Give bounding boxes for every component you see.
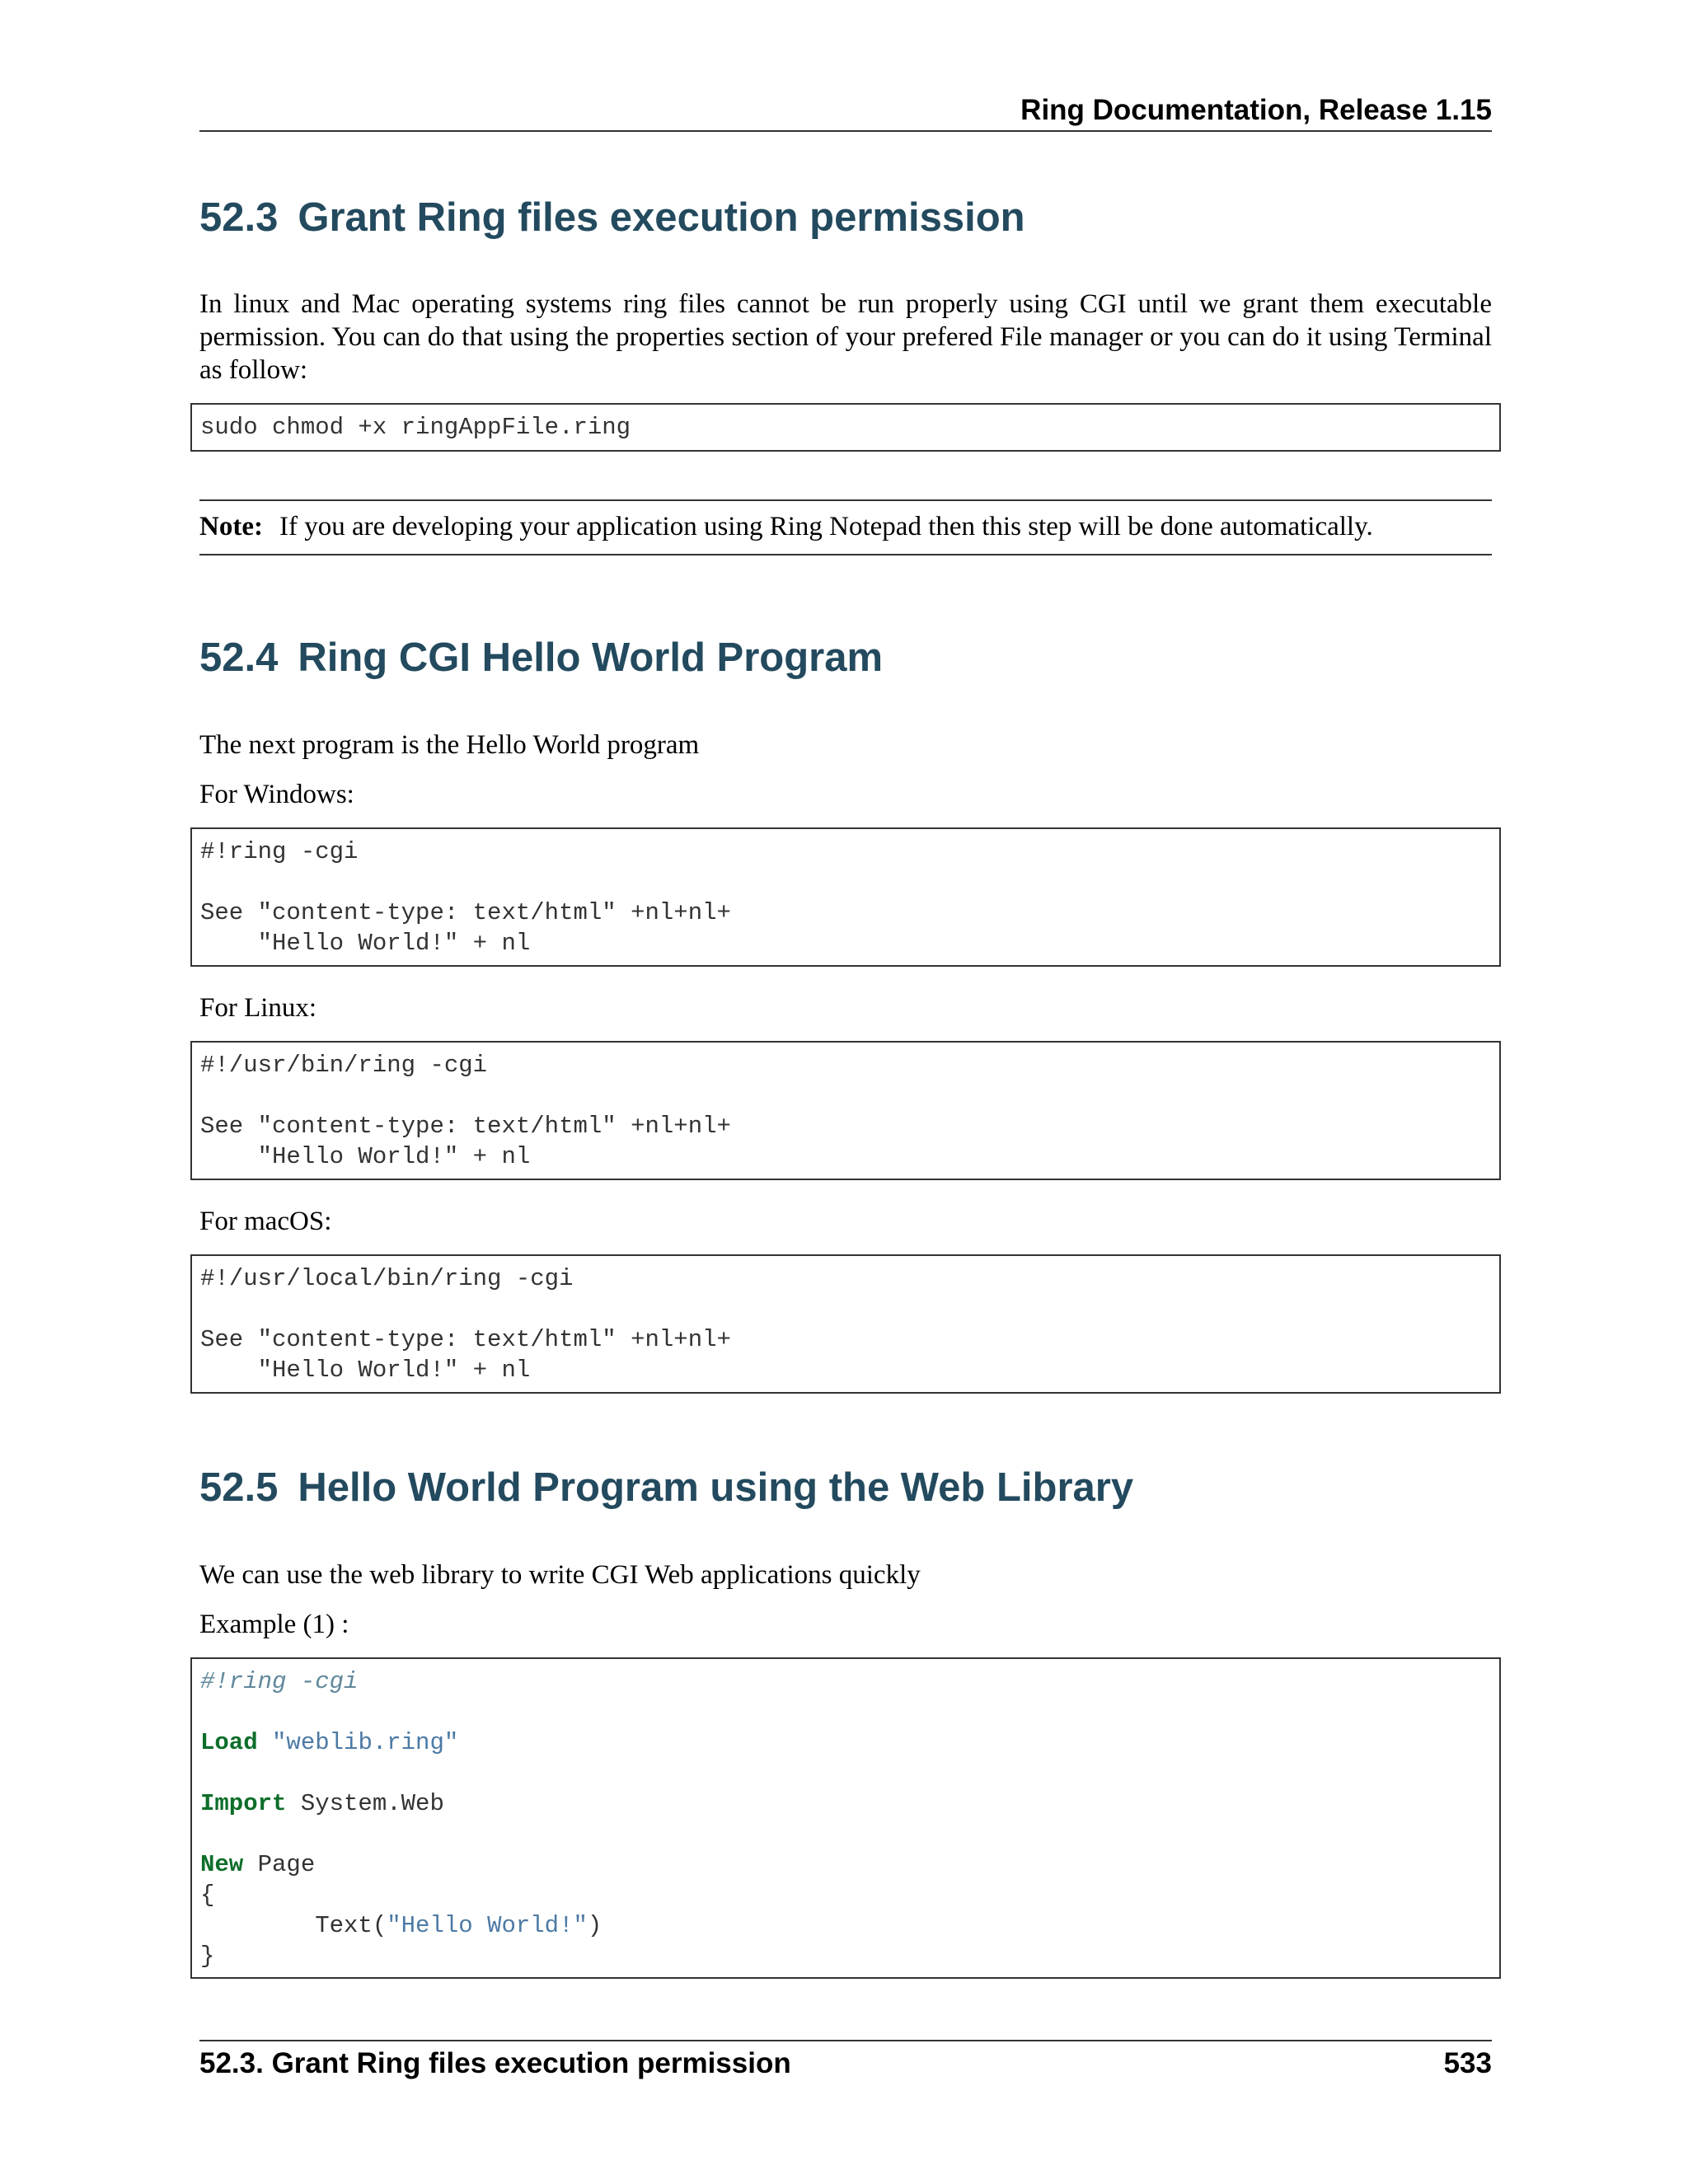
code-blank-line (200, 1758, 1499, 1788)
code-keyword: Import (200, 1790, 287, 1817)
code-comment: #!ring -cgi (200, 1668, 359, 1695)
section-title-text: Hello World Program using the Web Library (298, 1465, 1134, 1510)
note-bottom-divider (199, 554, 1492, 555)
code-text: ) (587, 1912, 603, 1939)
footer-section-title: 52.3. Grant Ring files execution permission (199, 2047, 791, 2079)
section-heading-52-5 (199, 1463, 1492, 1512)
section-heading-52-3 (199, 193, 1492, 242)
example-label: Example (1) : (199, 1610, 349, 1639)
code-blank-line (200, 1697, 1499, 1727)
code-line: #!ring -cgi (200, 838, 359, 865)
code-block-chmod (190, 403, 1501, 452)
code-text: Text( (200, 1912, 387, 1939)
code-line (200, 867, 1499, 898)
code-line (200, 1294, 1499, 1324)
note-text: If you are developing your application using Ring Notepad then this step will be done automatically. (279, 512, 1373, 541)
code-line: #!/usr/bin/ring -cgi (200, 1052, 488, 1079)
note-label: Note: (199, 512, 263, 541)
code-keyword: New (200, 1851, 244, 1878)
page-number: 533 (1443, 2047, 1492, 2079)
code-keyword: Load (200, 1729, 258, 1756)
section-number: 52.4 (199, 635, 279, 680)
code-line: "Hello World!" + nl (200, 1357, 531, 1384)
footer-divider (199, 2040, 1492, 2041)
note-top-divider (199, 499, 1492, 501)
note-box (199, 510, 1492, 543)
section-title-text: Ring CGI Hello World Program (298, 635, 884, 680)
section-heading-52-4 (199, 633, 1492, 682)
code-block-weblib-example (190, 1657, 1501, 1979)
section-intro-paragraph: We can use the web library to write CGI Web applications quickly (199, 1560, 921, 1590)
code-string: "Hello World!" (387, 1912, 588, 1939)
section-number: 52.5 (199, 1465, 279, 1510)
running-header: Ring Documentation, Release 1.15 (1020, 94, 1492, 126)
code-open-brace: { (200, 1882, 215, 1909)
code-line: "Hello World!" + nl (200, 930, 531, 957)
code-block-windows (190, 827, 1501, 967)
code-line-import (200, 1788, 1499, 1819)
code-block-linux (190, 1041, 1501, 1180)
code-block-macos (190, 1254, 1501, 1394)
code-line (200, 1080, 1499, 1111)
code-text: System.Web (286, 1790, 444, 1817)
code-line: See "content-type: text/html" +nl+nl+ (200, 899, 731, 926)
code-close-brace: } (200, 1943, 215, 1970)
code-text: Page (243, 1851, 316, 1878)
linux-label: For Linux: (199, 993, 317, 1023)
code-line: "Hello World!" + nl (200, 1143, 531, 1170)
code-string: "weblib.ring" (272, 1729, 459, 1756)
windows-label: For Windows: (199, 780, 354, 809)
section-number: 52.3 (199, 195, 279, 240)
code-line: See "content-type: text/html" +nl+nl+ (200, 1113, 731, 1140)
code-line-new (200, 1849, 1499, 1880)
code-line: sudo chmod +x ringAppFile.ring (200, 414, 631, 441)
code-line-text (200, 1910, 1499, 1941)
section-intro-paragraph: The next program is the Hello World program (199, 730, 700, 760)
header-divider (199, 130, 1492, 132)
code-line: See "content-type: text/html" +nl+nl+ (200, 1326, 731, 1353)
section-intro-paragraph: In linux and Mac operating systems ring files cannot be run properly using CGI until we grant them executable permission. You can do that using the properties section of your prefered File manager or you can do it using Terminal as follow: (199, 289, 1492, 385)
code-blank-line (200, 1819, 1499, 1849)
code-line: #!/usr/local/bin/ring -cgi (200, 1265, 574, 1292)
section-title-text: Grant Ring files execution permission (298, 195, 1025, 240)
macos-label: For macOS: (199, 1207, 332, 1236)
code-line-load (200, 1727, 1499, 1758)
